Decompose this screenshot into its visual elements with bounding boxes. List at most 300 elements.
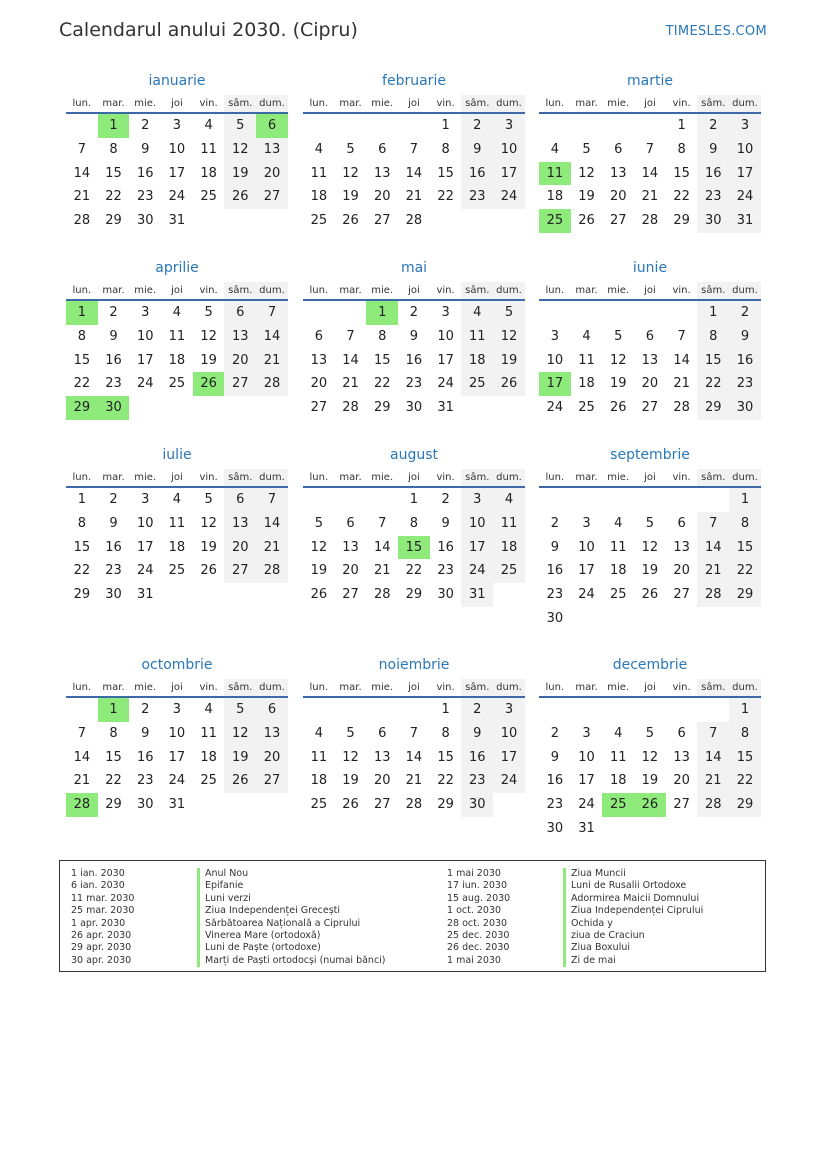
empty-day-cell [571,607,603,631]
empty-day-cell [256,209,288,233]
day-cell: 24 [546,400,564,415]
empty-day-cell [539,698,571,722]
day-cell: 28 [73,213,91,228]
day-cell: 24 [493,769,525,793]
month-name: iunie [632,260,668,276]
day-cell: 14 [405,749,423,765]
page-title: Calendarul anului 2030. (Cipru) [59,19,358,41]
day-cell: 13 [256,722,288,746]
holiday-name: Zi de mai [563,955,703,967]
weekday-label: lun. [309,682,329,693]
day-cell: 10 [578,539,595,555]
day-cell: 27 [342,587,359,602]
day-cell: 4 [172,492,182,507]
day-cell: 2 [109,305,118,320]
day-cell: 27 [256,769,288,793]
week-row [539,722,761,746]
week-row [303,512,525,536]
day-cell: 28 [697,793,729,817]
day-cell: 13 [310,352,328,368]
day-cell: 22 [405,563,423,579]
day-cell: 7 [409,141,419,157]
weekday-label: sâm. [461,95,493,112]
day-cell: 8 [677,141,686,157]
day-cell: 13 [373,165,391,181]
empty-day-cell [634,817,666,841]
week-row [66,209,288,233]
day-cell: 29 [697,396,729,420]
day-cell: 13 [342,539,359,555]
weekday-label: mar. [339,285,362,296]
day-cell: 19 [224,162,256,186]
day-cell: 27 [641,400,659,415]
week-row [303,209,525,233]
day-cell: 11 [168,515,186,531]
day-cell: 8 [441,725,450,741]
weekday-label: lun. [72,472,92,483]
month-martie [539,72,761,233]
month-aprilie [66,259,288,420]
month-name: august [390,447,438,463]
day-cell: 14 [673,352,690,368]
day-cell: 26 [224,769,256,793]
day-cell: 1 [98,114,130,138]
weekday-label: mie. [134,98,157,109]
week-row [66,138,288,162]
week-row [539,746,761,770]
week-row [539,325,761,349]
day-cell: 6 [224,488,256,512]
empty-day-cell [224,793,256,817]
week-row [303,114,525,138]
day-cell: 5 [204,492,213,507]
month-name: martie [627,73,673,89]
day-cell: 7 [256,301,288,325]
day-cell: 30 [437,587,454,602]
weekday-label: joi [408,682,420,693]
day-cell: 15 [729,536,761,560]
empty-day-cell [697,607,729,631]
day-cell: 23 [546,797,564,812]
day-cell: 16 [105,352,122,368]
day-cell: 26 [609,400,627,415]
empty-day-cell [256,396,288,420]
week-row [539,488,761,512]
day-cell: 31 [578,820,595,836]
day-cell: 24 [493,185,525,209]
empty-day-cell [697,817,729,841]
empty-day-cell [571,114,603,138]
day-cell: 19 [200,539,217,555]
day-cell: 25 [168,563,186,579]
day-cell: 8 [109,725,118,741]
day-cell: 27 [224,559,256,583]
day-cell: 17 [729,162,761,186]
day-cell: 8 [697,325,729,349]
weekday-label: dum. [493,95,525,112]
day-cell: 18 [310,773,328,789]
day-cell: 20 [224,536,256,560]
day-cell: 5 [645,515,655,531]
day-cell: 11 [578,352,595,368]
weekday-label: sâm. [224,95,256,112]
day-cell: 7 [378,515,387,531]
day-cell: 1 [66,301,98,325]
day-cell: 30 [461,793,493,817]
weekday-label: sâm. [224,469,256,486]
day-cell: 8 [109,141,118,157]
week-row [539,185,761,209]
weekday-label: mie. [134,285,157,296]
day-cell: 6 [346,515,355,531]
holiday-name: Ziua Boxului [563,942,703,954]
empty-day-cell [729,817,761,841]
empty-day-cell [461,396,493,420]
day-cell: 2 [550,515,559,531]
day-cell: 25 [602,793,634,817]
day-cell: 18 [168,539,186,555]
empty-day-cell [303,301,335,325]
day-cell: 12 [200,515,217,531]
empty-day-cell [666,698,698,722]
holiday-name: Luni de Rusalii Ortodoxe [563,880,703,892]
month-ianuarie [66,72,288,233]
day-cell: 22 [105,773,122,789]
weekday-label: mar. [102,472,125,483]
day-cell: 25 [200,189,217,205]
day-cell: 7 [346,328,355,344]
day-cell: 4 [614,515,623,531]
weekday-label: vin. [672,682,691,693]
day-cell: 5 [224,114,256,138]
weekday-header [303,95,525,114]
empty-day-cell [666,488,698,512]
month-name: ianuarie [148,73,206,89]
weekday-label: dum. [729,95,761,112]
day-cell: 18 [609,563,627,579]
day-cell: 3 [729,114,761,138]
empty-day-cell [398,698,430,722]
week-row [303,769,525,793]
weekday-label: mie. [607,682,630,693]
holiday-date: 1 mai 2030 [447,954,501,966]
day-cell: 23 [461,185,493,209]
week-row [539,162,761,186]
month-name: aprilie [155,260,199,276]
day-cell: 8 [77,328,86,344]
day-cell: 4 [614,725,623,741]
holiday-name: Marți de Paști ortodocși (numai bănci) [197,955,386,967]
day-cell: 30 [136,213,154,228]
weekday-label: dum. [493,469,525,486]
day-cell: 16 [136,749,154,765]
weekday-label: dum. [256,282,288,299]
weekday-label: dum. [729,282,761,299]
day-cell: 6 [378,725,387,741]
day-cell: 17 [136,352,154,368]
holiday-names-right [563,868,703,967]
weekday-label: lun. [309,472,329,483]
day-cell: 19 [493,349,525,373]
week-row [66,114,288,138]
week-row [303,698,525,722]
weekday-label: vin. [672,285,691,296]
day-cell: 10 [136,515,154,531]
day-cell: 3 [141,492,150,507]
day-cell: 2 [109,492,118,507]
day-cell: 10 [578,749,595,765]
weekday-label: lun. [545,98,565,109]
holiday-legend [59,860,766,972]
weekday-label: joi [644,98,656,109]
week-row [66,512,288,536]
week-row [539,583,761,607]
holiday-name: Epifanie [197,880,386,892]
empty-day-cell [602,698,634,722]
day-cell: 3 [141,305,150,320]
day-cell: 23 [461,769,493,793]
day-cell: 23 [437,563,454,579]
empty-day-cell [697,488,729,512]
day-cell: 29 [729,583,761,607]
day-cell: 23 [105,563,122,579]
weekday-label: sâm. [697,469,729,486]
day-cell: 1 [441,118,450,133]
weekday-label: dum. [493,282,525,299]
day-cell: 28 [673,400,690,415]
day-cell: 2 [461,698,493,722]
day-cell: 8 [409,515,419,531]
empty-day-cell [129,396,161,420]
weekday-label: dum. [493,679,525,696]
weekday-label: joi [171,472,183,483]
day-cell: 22 [437,773,454,789]
day-cell: 12 [224,722,256,746]
day-cell: 8 [729,512,761,536]
day-cell: 3 [172,702,182,717]
day-cell: 8 [378,328,387,344]
day-cell: 4 [493,488,525,512]
empty-day-cell [366,488,398,512]
day-cell: 18 [310,189,328,205]
empty-day-cell [602,607,634,631]
weekday-label: vin. [436,472,455,483]
empty-day-cell [193,793,225,817]
day-cell: 18 [546,189,564,205]
day-cell: 3 [461,488,493,512]
holiday-names-left [197,868,386,967]
weekday-label: sâm. [697,679,729,696]
day-cell: 11 [200,725,217,741]
day-cell: 17 [136,539,154,555]
weekday-label: joi [644,472,656,483]
brand-link[interactable]: TIMESLES.COM [665,24,767,39]
week-row [66,349,288,373]
holiday-date: 15 aug. 2030 [447,892,511,904]
weekday-label: joi [171,682,183,693]
day-cell: 1 [441,702,450,717]
day-cell: 25 [168,376,186,392]
day-cell: 29 [105,797,122,812]
day-cell: 11 [609,749,627,765]
weekday-label: vin. [436,682,455,693]
day-cell: 4 [461,301,493,325]
holiday-date: 11 mar. 2030 [71,892,135,904]
empty-day-cell [303,114,335,138]
day-cell: 6 [677,725,686,741]
week-row [303,396,525,420]
day-cell: 21 [673,376,690,392]
day-cell: 30 [105,587,122,602]
day-cell: 28 [405,797,423,812]
day-cell: 5 [493,301,525,325]
month-mai [303,259,525,420]
day-cell: 24 [136,563,154,579]
day-cell: 21 [405,773,423,789]
day-cell: 24 [168,189,186,205]
day-cell: 4 [172,305,182,320]
day-cell: 26 [193,372,225,396]
weekday-label: joi [408,472,420,483]
day-cell: 17 [578,563,595,579]
holiday-name: Vinerea Mare (ortodoxă) [197,930,386,942]
day-cell: 12 [641,539,659,555]
holiday-name: Ziua Independenței Ciprului [563,905,703,917]
day-cell: 12 [342,165,359,181]
empty-day-cell [303,488,335,512]
day-cell: 27 [310,400,328,415]
day-cell: 14 [641,165,659,181]
holiday-date: 1 oct. 2030 [447,905,502,917]
month-septembrie [539,446,761,631]
day-cell: 26 [224,185,256,209]
day-cell: 31 [168,213,186,228]
day-cell: 23 [136,773,154,789]
week-row [539,301,761,325]
holiday-name: Anul Nou [197,868,386,880]
day-cell: 7 [645,141,655,157]
weekday-label: joi [408,285,420,296]
day-cell: 17 [578,773,595,789]
day-cell: 2 [461,114,493,138]
week-row [303,325,525,349]
day-cell: 25 [609,587,627,602]
day-cell: 24 [461,559,493,583]
empty-day-cell [193,209,225,233]
day-cell: 19 [641,563,659,579]
month-name: noiembrie [378,657,450,673]
day-cell: 24 [136,376,154,392]
day-cell: 28 [641,213,659,228]
day-cell: 28 [256,372,288,396]
day-cell: 31 [729,209,761,233]
day-cell: 11 [609,539,627,555]
day-cell: 5 [582,141,591,157]
day-cell: 29 [405,587,423,602]
empty-day-cell [493,209,525,233]
weekday-label: vin. [672,98,691,109]
day-cell: 25 [539,209,571,233]
day-cell: 10 [729,138,761,162]
day-cell: 22 [73,376,91,392]
day-cell: 24 [578,797,595,812]
day-cell: 20 [609,189,627,205]
day-cell: 14 [373,539,391,555]
week-row [303,722,525,746]
day-cell: 7 [256,488,288,512]
day-cell: 13 [673,539,690,555]
day-cell: 25 [200,773,217,789]
week-row [303,349,525,373]
week-row [539,559,761,583]
day-cell: 4 [204,702,213,717]
day-cell: 8 [77,515,86,531]
day-cell: 10 [437,328,454,344]
day-cell: 12 [493,325,525,349]
month-iunie [539,259,761,420]
day-cell: 1 [697,301,729,325]
empty-day-cell [256,793,288,817]
day-cell: 12 [342,749,359,765]
week-row [303,162,525,186]
month-octombrie [66,656,288,817]
day-cell: 21 [342,376,359,392]
empty-day-cell [493,793,525,817]
day-cell: 16 [105,539,122,555]
empty-day-cell [366,114,398,138]
day-cell: 13 [224,325,256,349]
day-cell: 16 [461,746,493,770]
day-cell: 11 [168,328,186,344]
day-cell: 2 [141,118,150,133]
day-cell: 23 [136,189,154,205]
day-cell: 22 [437,189,454,205]
weekday-label: lun. [72,682,92,693]
day-cell: 10 [493,138,525,162]
empty-day-cell [430,209,462,233]
weekday-label: lun. [309,98,329,109]
weekday-label: mar. [575,682,598,693]
day-cell: 17 [493,162,525,186]
day-cell: 3 [441,305,450,320]
day-cell: 14 [256,512,288,536]
empty-day-cell [634,488,666,512]
day-cell: 21 [405,189,423,205]
day-cell: 31 [168,797,186,812]
day-cell: 1 [729,698,761,722]
weekday-label: sâm. [461,679,493,696]
day-cell: 22 [673,189,690,205]
day-cell: 13 [609,165,627,181]
day-cell: 13 [673,749,690,765]
day-cell: 18 [493,536,525,560]
empty-day-cell [571,698,603,722]
month-februarie [303,72,525,233]
day-cell: 19 [310,563,328,579]
weekday-label: sâm. [224,282,256,299]
day-cell: 9 [461,138,493,162]
day-cell: 8 [729,722,761,746]
day-cell: 9 [550,749,559,765]
week-row [303,138,525,162]
weekday-header [303,679,525,698]
day-cell: 21 [373,563,391,579]
empty-day-cell [634,114,666,138]
week-row [66,372,288,396]
week-row [303,746,525,770]
day-cell: 8 [441,141,450,157]
week-row [539,607,761,631]
